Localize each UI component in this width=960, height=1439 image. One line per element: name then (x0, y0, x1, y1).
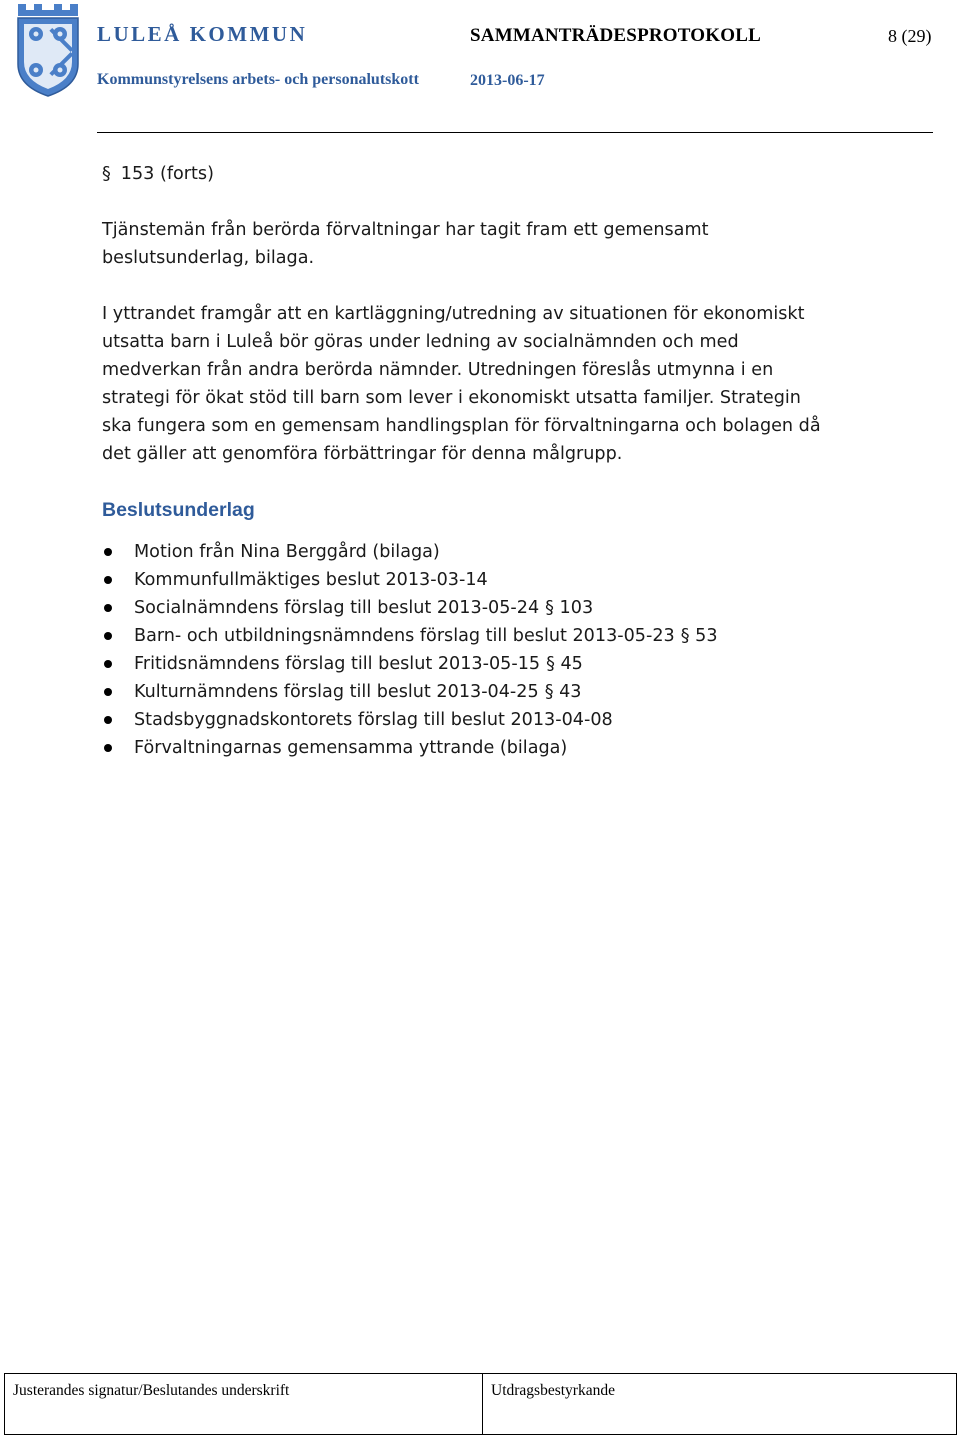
section-heading (102, 160, 822, 188)
list-item: Kommunfullmäktiges beslut 2013-03-14 (102, 566, 822, 594)
section-reference: § 43 (544, 682, 582, 702)
bullet-icon (104, 744, 112, 752)
bullet-icon (104, 660, 112, 668)
signature-label: Justerandes signatur/Beslutandes underskrift (13, 1382, 290, 1399)
list-item: Förvaltningarnas gemensamma yttrande (bilaga) (102, 734, 822, 762)
paragraph-1: Tjänstemän från berörda förvaltningar har tagit fram ett gemensamt beslutsunderlag, bilaga. (102, 220, 709, 268)
bullet-icon (104, 688, 112, 696)
bullet-icon (104, 716, 112, 724)
list-item: Barn- och utbildningsnämndens förslag till beslut 2013-05-23 § 53 (102, 622, 822, 650)
meeting-date: 2013-06-17 (470, 72, 545, 89)
paragraph-2: I yttrandet framgår att en kartläggning/utredning av situationen för ekonomiskt utsatta barn i Luleå bör göras under ledning av socialnämnden och med medverkan från andra berörda nämnder. Utredningen föreslås utmynna i en strategi för ökat stöd till barn som lever i ekonomiskt utsatta familjer. Strategin ska fungera som en gemensam handlingsplan för förvaltningarna och bolagen då det gäller att genomföra förbättringar för denna målgrupp. (102, 304, 821, 464)
list-item: Stadsbyggnadskontorets förslag till beslut 2013-04-08 (102, 706, 822, 734)
list-item: Kulturnämndens förslag till beslut 2013-04-25 § 43 (102, 678, 822, 706)
bullet-icon (104, 632, 112, 640)
signature-footer (4, 1373, 957, 1435)
bullet-icon (104, 604, 112, 612)
list-item: Motion från Nina Berggård (bilaga) (102, 538, 822, 566)
section-reference: § 53 (680, 626, 718, 646)
signature-field (5, 1374, 483, 1434)
certification-label: Utdragsbestyrkande (491, 1382, 615, 1399)
beslutsunderlag-heading: Beslutsunderlag (102, 499, 255, 521)
bullet-icon (104, 576, 112, 584)
section-reference: § 103 (545, 598, 594, 618)
organization-name: LULEÅ KOMMUN (97, 22, 308, 46)
list-item: Socialnämndens förslag till beslut 2013-05-24 § 103 (102, 594, 822, 622)
coat-of-arms-logo (14, 2, 82, 98)
page-number: 8 (29) (888, 26, 932, 46)
bullet-icon (104, 548, 112, 556)
document-type: SAMMANTRÄDESPROTOKOLL (470, 25, 761, 46)
header-divider (97, 132, 933, 133)
committee-name: Kommunstyrelsens arbets- och personalutskott (97, 71, 419, 88)
list-item: Fritidsnämndens förslag till beslut 2013-05-15 § 45 (102, 650, 822, 678)
section-number: 153 (forts) (120, 164, 214, 184)
decision-basis-list (102, 538, 822, 762)
section-symbol: § (102, 164, 111, 184)
document-body (102, 160, 822, 762)
section-reference: § 45 (546, 654, 583, 674)
certification-field (483, 1374, 956, 1434)
